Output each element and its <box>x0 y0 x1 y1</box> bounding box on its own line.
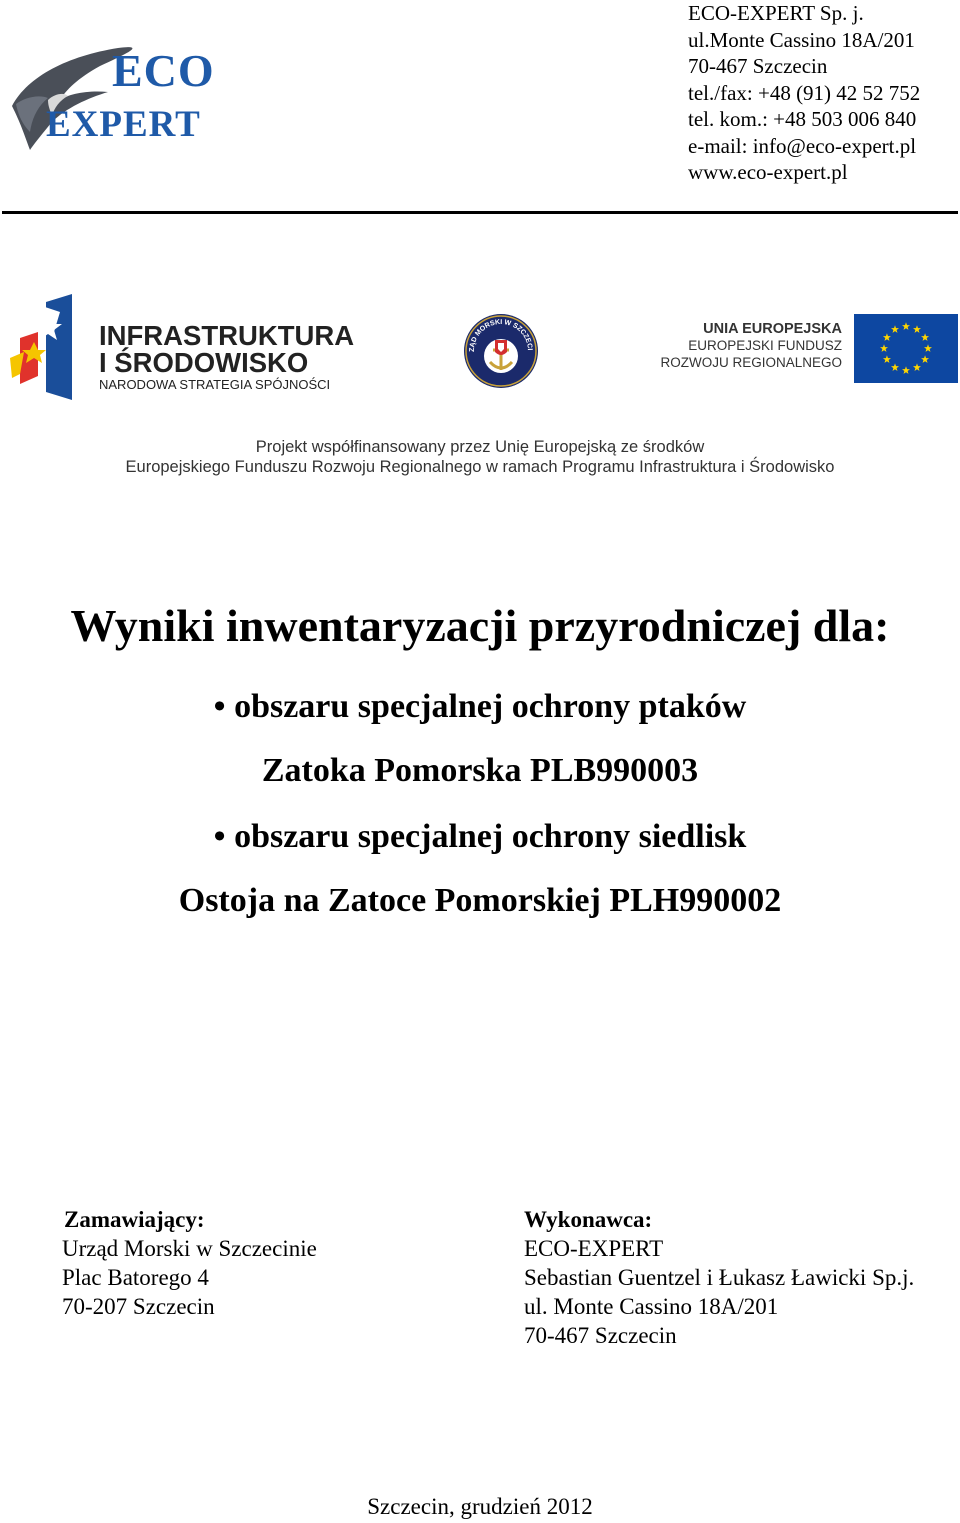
contractor-street: ul. Monte Cassino 18A/201 <box>524 1294 779 1319</box>
client-city: 70-207 Szczecin <box>62 1294 215 1319</box>
svg-text:URZĄD MORSKI W SZCZECINIE: ZĄD MORSKI W SZCZECI <box>468 318 534 353</box>
cofinancing-statement <box>0 437 960 477</box>
contractor-name: ECO-EXPERT <box>524 1236 664 1261</box>
logo-word-expert: EXPERT <box>46 104 201 145</box>
cofinancing-line1: Projekt współfinansowany przez Unię Europejską ze środków <box>255 438 705 456</box>
contractor-owners: Sebastian Guentzel i Łukasz Ławicki Sp.j. <box>524 1265 915 1290</box>
eu-flag <box>854 314 958 383</box>
company-contact-block <box>688 0 920 186</box>
urzad-morski-seal <box>462 312 540 390</box>
contact-city: 70-467 Szczecin <box>688 54 828 78</box>
maritime-office-seal-icon <box>462 312 540 390</box>
eco-expert-logo <box>8 36 233 154</box>
eu-stars-icon <box>854 314 958 383</box>
cofinancing-line2: Europejskiego Funduszu Rozwoju Regionalnego w ramach Programu Infrastruktura i Środowisko <box>125 458 835 476</box>
contact-fax: tel./fax: +48 (91) 42 52 752 <box>688 80 921 105</box>
scope-item-habitats: • obszaru specjalnej ochrony siedlisk <box>213 818 747 855</box>
header-divider <box>2 211 958 214</box>
eu-fund-text <box>660 321 842 371</box>
nss-flag-icon <box>8 292 88 404</box>
scope-item-habitats-name: Ostoja na Zatoce Pomorskiej PLH990002 <box>178 882 782 919</box>
is-title-line2: I ŚRODOWISKO <box>99 347 309 378</box>
contact-street: ul.Monte Cassino 18A/201 <box>688 27 915 52</box>
scope-item-birds-name: Zatoka Pomorska PLB990003 <box>261 752 699 789</box>
contact-company: ECO-EXPERT Sp. j. <box>688 1 864 25</box>
eu-line2: EUROPEJSKI FUNDUSZ <box>688 338 842 354</box>
scope-item-birds: • obszaru specjalnej ochrony ptaków <box>213 688 747 725</box>
is-title-line1: INFRASTRUKTURA <box>99 320 355 351</box>
eu-line1: UNIA EUROPEJSKA <box>703 321 842 337</box>
contact-website: www.eco-expert.pl <box>688 160 848 184</box>
document-title: Wyniki inwentaryzacji przyrodniczej dla: <box>70 600 890 651</box>
logo-word-eco: ECO <box>112 45 215 96</box>
contact-email: e-mail: info@eco-expert.pl <box>688 133 917 158</box>
client-block <box>62 1205 317 1321</box>
eu-line3: ROZWOJU REGIONALNEGO <box>660 354 842 370</box>
infrastruktura-srodowisko-logo <box>8 292 355 404</box>
contractor-block <box>524 1205 914 1350</box>
contractor-city: 70-467 Szczecin <box>524 1323 677 1348</box>
contractor-label: Wykonawca: <box>524 1207 653 1232</box>
client-name: Urząd Morski w Szczecinie <box>62 1236 317 1261</box>
contact-mobile: tel. kom.: +48 503 006 840 <box>688 107 917 131</box>
place-and-date: Szczecin, grudzień 2012 <box>367 1494 593 1519</box>
client-street: Plac Batorego 4 <box>62 1265 209 1290</box>
is-subtitle: NARODOWA STRATEGIA SPÓJNOŚCI <box>99 377 331 392</box>
client-label: Zamawiający: <box>64 1207 205 1232</box>
